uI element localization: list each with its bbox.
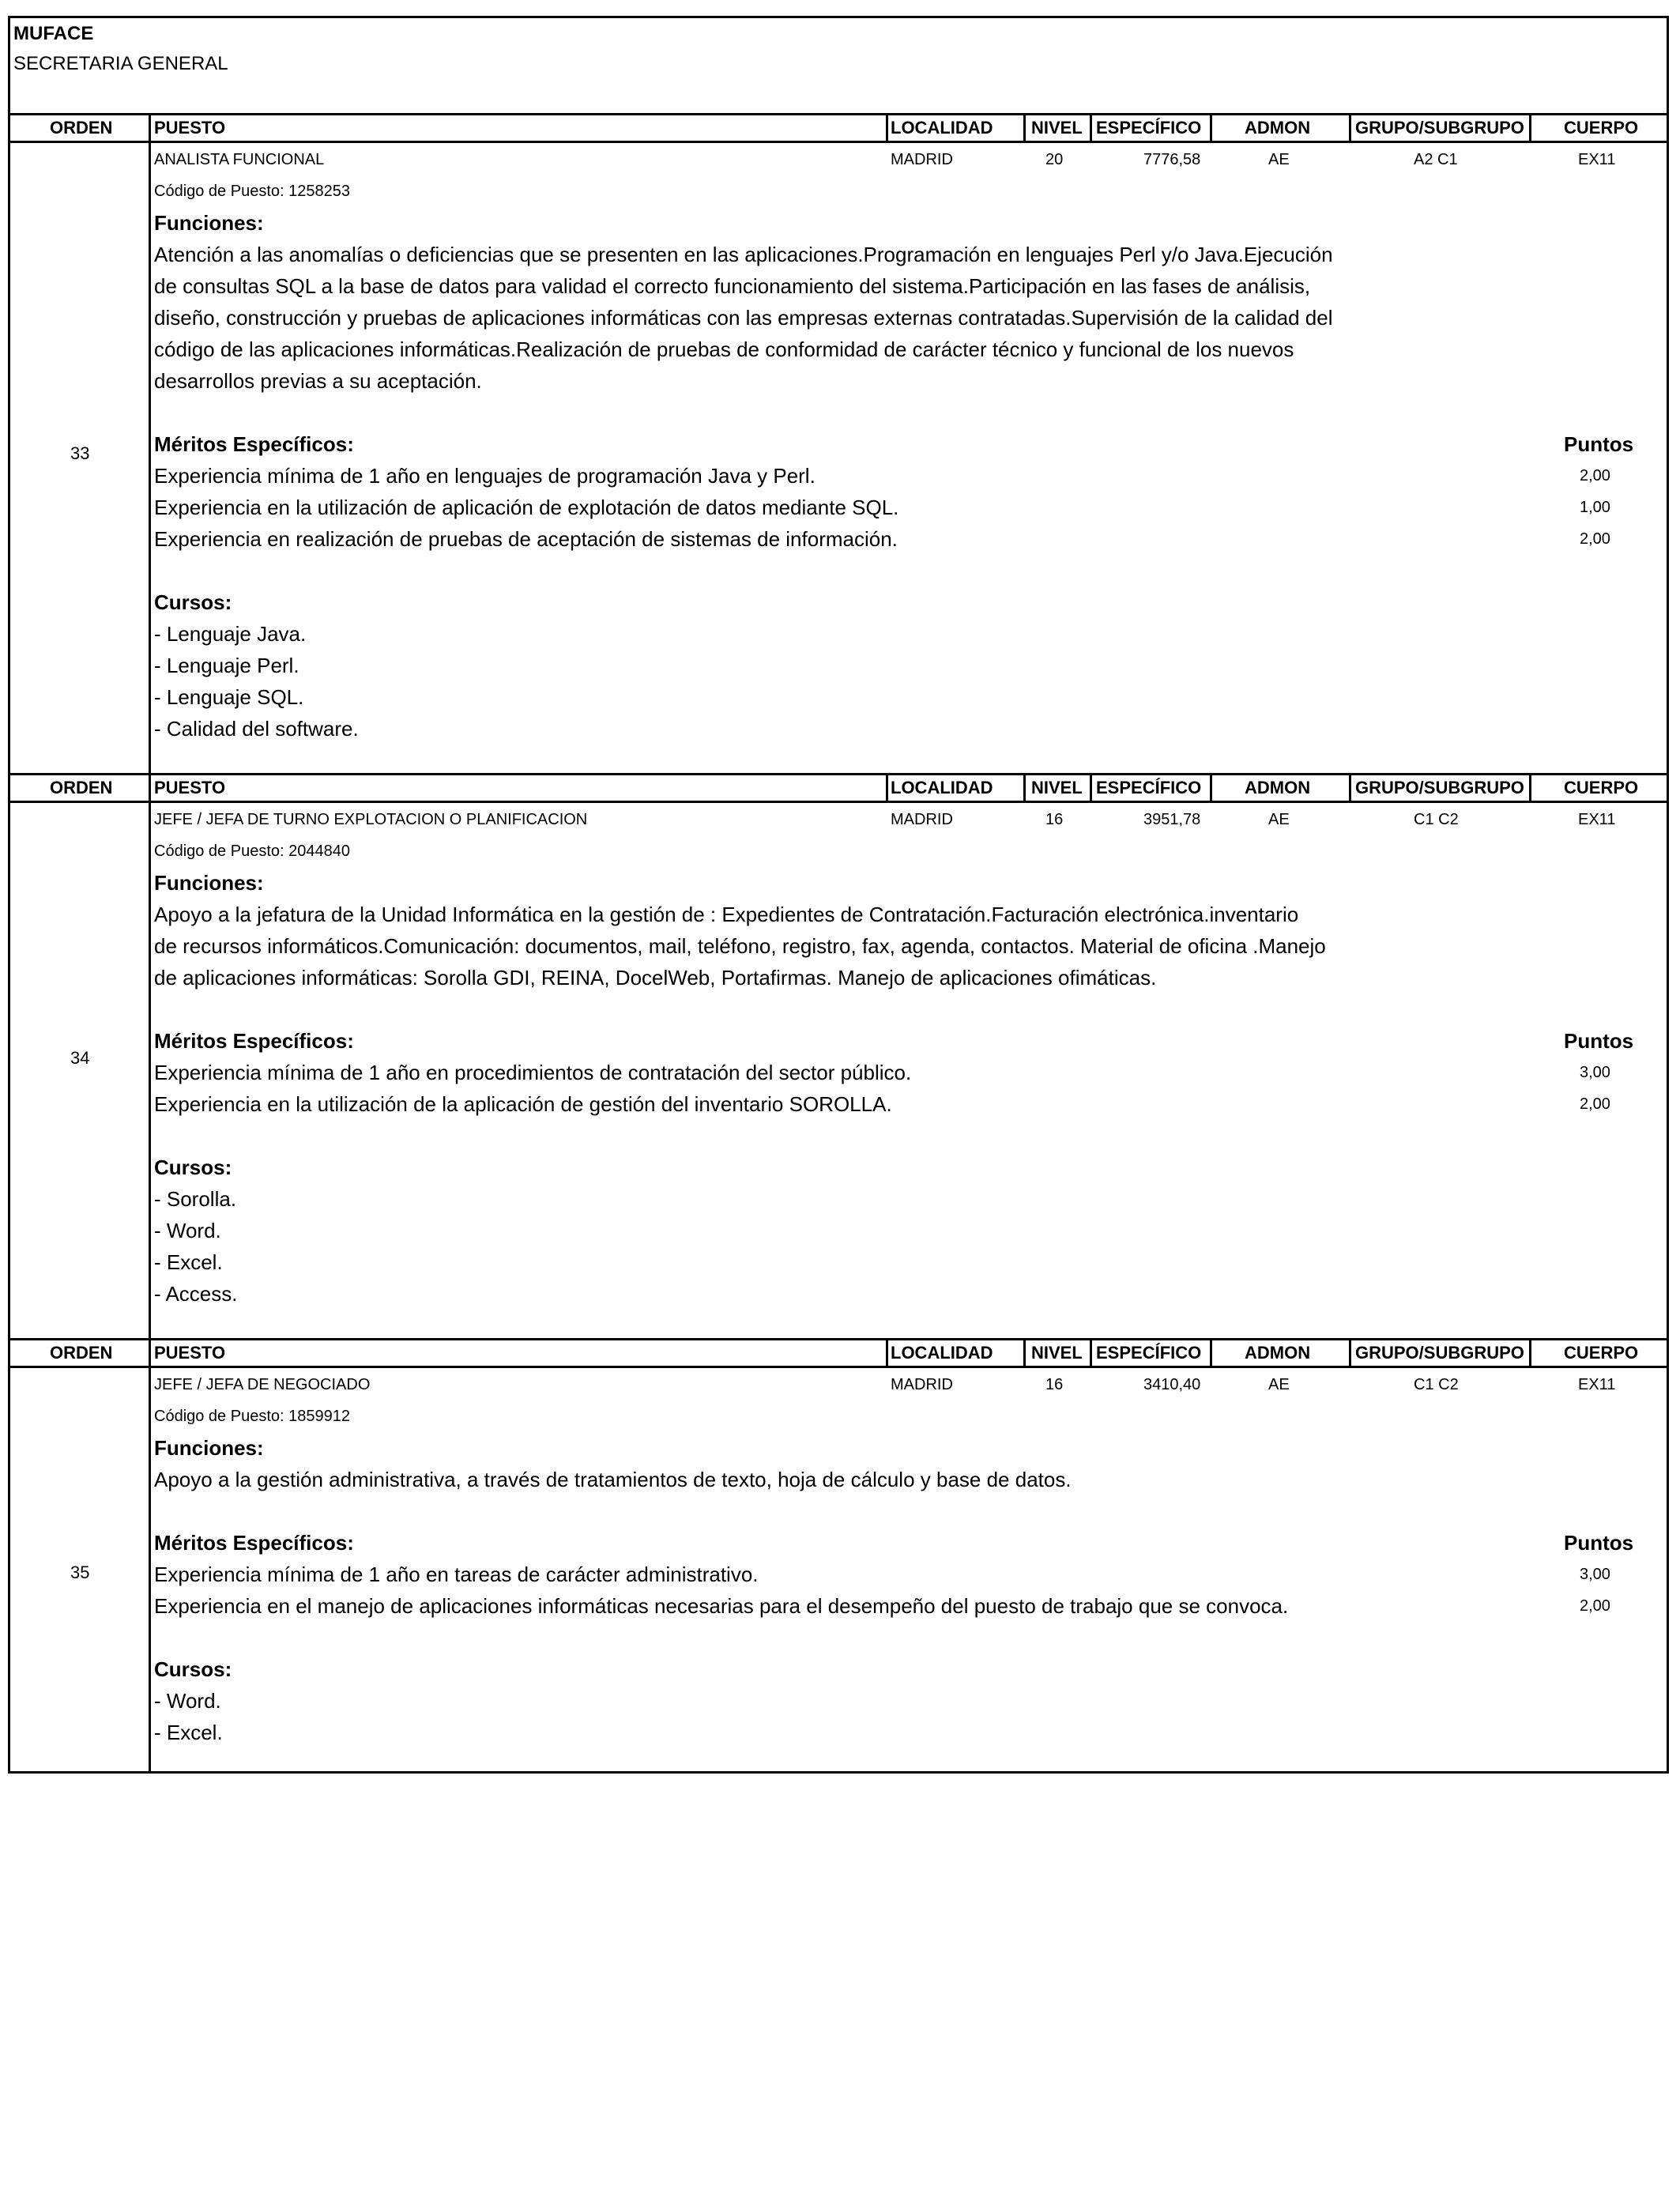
curso-item: - Sorolla.: [154, 1187, 237, 1211]
curso-item: - Calidad del software.: [154, 717, 359, 741]
meritos-label: Méritos Específicos:: [154, 1029, 354, 1053]
col-localidad: LOCALIDAD: [891, 1343, 993, 1363]
funciones-line: de consultas SQL a la base de datos para validad el correcto funcionamiento del sistema.Participación en las fases de análisis,: [154, 274, 1311, 298]
admon-value: AE: [1268, 151, 1290, 168]
merito-text: Experiencia en la utilización de aplicación de explotación de datos mediante SQL.: [154, 496, 899, 519]
col-localidad: LOCALIDAD: [891, 778, 993, 797]
funciones-label: Funciones:: [154, 1436, 264, 1460]
merito-puntos: 2,00: [1580, 1597, 1610, 1615]
localidad-value: MADRID: [891, 811, 953, 828]
col-admon: ADMON: [1245, 118, 1311, 138]
codigo-puesto: Código de Puesto: 1859912: [154, 1408, 350, 1425]
cursos-label: Cursos:: [154, 590, 232, 614]
col-grupo: GRUPO/SUBGRUPO: [1355, 118, 1524, 138]
grupo-value: A2 C1: [1414, 151, 1458, 168]
cursos-label: Cursos:: [154, 1657, 232, 1681]
col-nivel: NIVEL: [1031, 118, 1083, 138]
orden-number: 33: [70, 443, 90, 463]
puesto-name: ANALISTA FUNCIONAL: [154, 151, 325, 168]
col-admon: ADMON: [1245, 1343, 1311, 1363]
localidad-value: MADRID: [891, 1376, 953, 1393]
puntos-label: Puntos: [1564, 1531, 1634, 1555]
col-cuerpo: CUERPO: [1564, 118, 1639, 138]
col-puesto: PUESTO: [154, 1343, 226, 1363]
codigo-puesto: Código de Puesto: 1258253: [154, 183, 350, 200]
col-orden: ORDEN: [50, 118, 113, 138]
cuerpo-value: EX11: [1578, 151, 1616, 168]
codigo-puesto: Código de Puesto: 2044840: [154, 843, 350, 860]
funciones-line: desarrollos previas a su aceptación.: [154, 369, 482, 393]
col-especifico: ESPECÍFICO: [1096, 118, 1202, 138]
localidad-value: MADRID: [891, 151, 953, 168]
curso-item: - Word.: [154, 1219, 221, 1242]
orden-column-divider: [149, 113, 151, 1771]
funciones-label: Funciones:: [154, 211, 264, 235]
especifico-value: 7776,58: [1143, 151, 1201, 168]
puntos-label: Puntos: [1564, 432, 1634, 456]
cursos-label: Cursos:: [154, 1155, 232, 1179]
col-nivel: NIVEL: [1031, 1343, 1083, 1363]
col-localidad: LOCALIDAD: [891, 118, 993, 138]
nivel-value: 16: [1045, 1376, 1064, 1393]
meritos-label: Méritos Específicos:: [154, 432, 354, 456]
nivel-value: 20: [1045, 151, 1064, 168]
funciones-line: Apoyo a la gestión administrativa, a través de tratamientos de texto, hoja de cálculo y base de datos.: [154, 1468, 1072, 1491]
funciones-line: de aplicaciones informáticas: Sorolla GDI, REINA, DocelWeb, Portafirmas. Manejo de aplicaciones ofimáticas.: [154, 966, 1157, 990]
funciones-line: diseño, construcción y pruebas de aplicaciones informáticas con las empresas externas contratadas.Supervisión de la calidad del: [154, 306, 1333, 330]
col-puesto: PUESTO: [154, 778, 226, 797]
curso-item: - Lenguaje Perl.: [154, 654, 299, 677]
merito-puntos: 1,00: [1580, 499, 1610, 516]
funciones-line: Apoyo a la jefatura de la Unidad Informática en la gestión de : Expedientes de Contratación.Facturación electrónica.inventario: [154, 903, 1299, 926]
col-admon: ADMON: [1245, 778, 1311, 797]
curso-item: - Excel.: [154, 1250, 223, 1274]
admon-value: AE: [1268, 811, 1290, 828]
org-title: MUFACE: [13, 23, 94, 44]
col-grupo: GRUPO/SUBGRUPO: [1355, 1343, 1524, 1363]
col-cuerpo: CUERPO: [1564, 778, 1639, 797]
puesto-name: JEFE / JEFA DE NEGOCIADO: [154, 1376, 371, 1393]
merito-text: Experiencia mínima de 1 año en tareas de carácter administrativo.: [154, 1563, 759, 1586]
funciones-line: de recursos informáticos.Comunicación: documentos, mail, teléfono, registro, fax, agenda, contactos. Material de oficina .Manejo: [154, 934, 1326, 958]
curso-item: - Access.: [154, 1282, 238, 1306]
funciones-line: Atención a las anomalías o deficiencias que se presenten en las aplicaciones.Programación en lenguajes Perl y/o Java.Ejecución: [154, 243, 1333, 266]
orden-number: 34: [70, 1048, 90, 1068]
merito-puntos: 2,00: [1580, 530, 1610, 548]
cuerpo-value: EX11: [1578, 811, 1616, 828]
curso-item: - Excel.: [154, 1721, 223, 1744]
col-especifico: ESPECÍFICO: [1096, 1343, 1202, 1363]
curso-item: - Lenguaje Java.: [154, 622, 307, 646]
col-nivel: NIVEL: [1031, 778, 1083, 797]
codigo-value: 1859912: [288, 1408, 350, 1425]
merito-puntos: 2,00: [1580, 1095, 1610, 1113]
grupo-value: C1 C2: [1414, 811, 1459, 828]
codigo-value: 1258253: [288, 183, 350, 200]
col-orden: ORDEN: [50, 778, 113, 797]
puesto-name: JEFE / JEFA DE TURNO EXPLOTACION O PLANIFICACION: [154, 811, 588, 828]
column-header-row: [10, 113, 1667, 143]
col-cuerpo: CUERPO: [1564, 1343, 1639, 1363]
col-orden: ORDEN: [50, 1343, 113, 1363]
merito-text: Experiencia mínima de 1 año en procedimientos de contratación del sector público.: [154, 1061, 912, 1084]
cuerpo-value: EX11: [1578, 1376, 1616, 1393]
column-header-row: [10, 1338, 1667, 1368]
merito-puntos: 3,00: [1580, 1566, 1610, 1583]
puntos-label: Puntos: [1564, 1029, 1634, 1053]
grupo-value: C1 C2: [1414, 1376, 1459, 1393]
column-header-row: [10, 773, 1667, 803]
especifico-value: 3951,78: [1143, 811, 1201, 828]
col-grupo: GRUPO/SUBGRUPO: [1355, 778, 1524, 797]
nivel-value: 16: [1045, 811, 1064, 828]
document-frame: [8, 16, 1669, 1774]
merito-puntos: 3,00: [1580, 1064, 1610, 1081]
codigo-value: 2044840: [288, 843, 350, 860]
admon-value: AE: [1268, 1376, 1290, 1393]
merito-text: Experiencia en realización de pruebas de aceptación de sistemas de información.: [154, 527, 898, 551]
funciones-label: Funciones:: [154, 871, 264, 895]
orden-number: 35: [70, 1563, 90, 1582]
merito-puntos: 2,00: [1580, 467, 1610, 484]
col-puesto: PUESTO: [154, 118, 226, 138]
merito-text: Experiencia en la utilización de la aplicación de gestión del inventario SOROLLA.: [154, 1092, 892, 1116]
merito-text: Experiencia mínima de 1 año en lenguajes de programación Java y Perl.: [154, 464, 816, 488]
merito-text: Experiencia en el manejo de aplicaciones informáticas necesarias para el desempeño del puesto de trabajo que se convoca.: [154, 1594, 1289, 1618]
col-especifico: ESPECÍFICO: [1096, 778, 1202, 797]
especifico-value: 3410,40: [1143, 1376, 1201, 1393]
curso-item: - Lenguaje SQL.: [154, 685, 304, 709]
meritos-label: Méritos Específicos:: [154, 1531, 354, 1555]
funciones-line: código de las aplicaciones informáticas.Realización de pruebas de conformidad de carácter técnico y funcional de los nuevos: [154, 337, 1294, 361]
curso-item: - Word.: [154, 1689, 221, 1713]
section-title: SECRETARIA GENERAL: [13, 53, 228, 74]
